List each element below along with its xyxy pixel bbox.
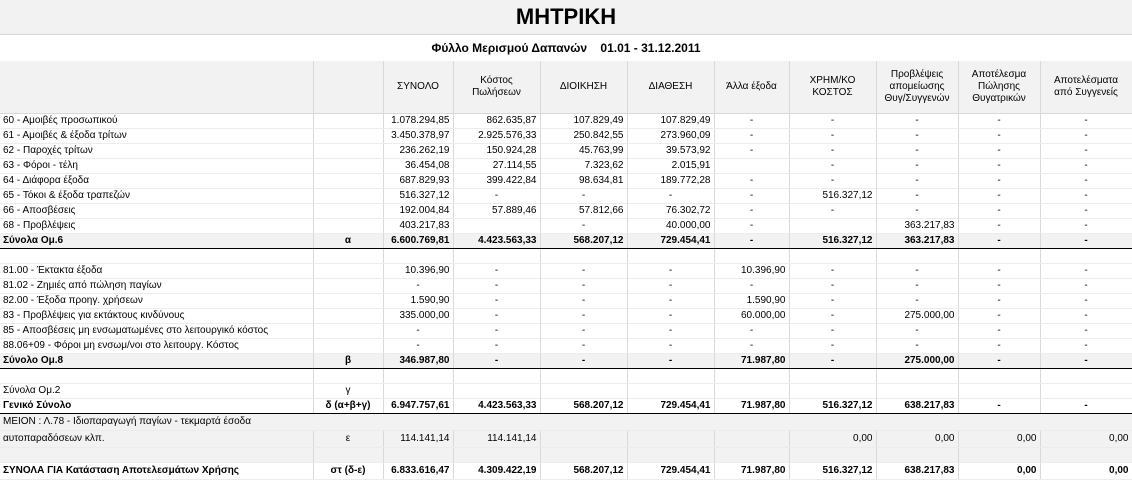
cell-value: 4.423.563,33	[453, 399, 540, 414]
cell-value	[714, 384, 789, 399]
cell-value: 114.141,14	[453, 431, 540, 448]
table-row	[0, 309, 1132, 324]
cell-value: -	[1040, 144, 1132, 159]
cell-value: -	[958, 219, 1040, 234]
cell-value: 98.634,81	[540, 174, 627, 189]
cell-value: 1.078.294,85	[383, 114, 453, 129]
cell-value: 189.772,28	[627, 174, 714, 189]
cell-value: 6.833.616,47	[383, 463, 453, 480]
cell-value: -	[876, 144, 958, 159]
column-header: ΔΙΟΙΚΗΣΗ	[540, 61, 627, 114]
row-label: 82.00 - Έξοδα προηγ. χρήσεων	[0, 294, 313, 309]
row-code	[313, 189, 383, 204]
cell-value: -	[627, 339, 714, 354]
cell-value: 192.004,84	[383, 204, 453, 219]
cell-value: -	[383, 339, 453, 354]
cell-value: -	[789, 264, 876, 279]
row-code	[313, 279, 383, 294]
cell-value: -	[1040, 189, 1132, 204]
column-header: Κόστος Πωλήσεων	[453, 61, 540, 114]
row-code	[313, 129, 383, 144]
cell-value: -	[958, 114, 1040, 129]
cell-value: -	[1040, 114, 1132, 129]
cell-value: -	[789, 309, 876, 324]
cell-value: -	[876, 279, 958, 294]
group6-total-row	[0, 234, 1132, 249]
row-label: Σύνολα Ομ.6	[0, 234, 313, 249]
row-label: 81.00 - Έκτακτα έξοδα	[0, 264, 313, 279]
table-row	[0, 174, 1132, 189]
group8-total-row	[0, 354, 1132, 369]
cell-value: 0,00	[1040, 463, 1132, 480]
cell-value: -	[1040, 279, 1132, 294]
cell-value: -	[540, 279, 627, 294]
cell-value: -	[958, 129, 1040, 144]
cell-value: -	[627, 309, 714, 324]
cell-value	[1040, 384, 1132, 399]
table-row	[0, 219, 1132, 234]
cell-value: 114.141,14	[383, 431, 453, 448]
cell-value: -	[1040, 159, 1132, 174]
row-label: Σύνολα Ομ.2	[0, 384, 313, 399]
cell-value: 71.987,80	[714, 399, 789, 414]
row-code	[313, 159, 383, 174]
spacer-row	[0, 369, 1132, 384]
table-row	[0, 264, 1132, 279]
cell-value: -	[958, 324, 1040, 339]
cell-value: 516.327,12	[789, 234, 876, 249]
row-label: 62 - Παροχές τρίτων	[0, 144, 313, 159]
cell-value: -	[453, 264, 540, 279]
cell-value: 4.309.422,19	[453, 463, 540, 480]
cell-value: 399.422,84	[453, 174, 540, 189]
cell-value: 0,00	[1040, 431, 1132, 448]
table-row	[0, 114, 1132, 129]
cell-value: 729.454,41	[627, 234, 714, 249]
cell-value: -	[958, 294, 1040, 309]
row-code	[313, 114, 383, 129]
cell-value: 57.812,66	[540, 204, 627, 219]
cell-value: 6.600.769,81	[383, 234, 453, 249]
cell-value: -	[453, 354, 540, 369]
cell-value	[383, 384, 453, 399]
cell-value: 568.207,12	[540, 399, 627, 414]
cell-value: 71.987,80	[714, 354, 789, 369]
cell-value: -	[714, 144, 789, 159]
row-code	[313, 144, 383, 159]
cell-value: 516.327,12	[789, 189, 876, 204]
row-code: ε	[313, 431, 383, 448]
row-code: γ	[313, 384, 383, 399]
cell-value	[627, 431, 714, 448]
cell-value: 150.924,28	[453, 144, 540, 159]
cell-value: -	[714, 114, 789, 129]
row-label: ΣΥΝΟΛΑ ΓΙΑ Κατάσταση Αποτελεσμάτων Χρήσης	[0, 463, 313, 480]
cell-value: -	[540, 309, 627, 324]
cell-value: 273.960,09	[627, 129, 714, 144]
cell-value: -	[876, 129, 958, 144]
row-code	[313, 204, 383, 219]
cell-value: -	[958, 264, 1040, 279]
cell-value	[453, 384, 540, 399]
cell-value: -	[540, 354, 627, 369]
cell-value: -	[453, 309, 540, 324]
cell-value: -	[958, 174, 1040, 189]
table-row	[0, 144, 1132, 159]
cell-value	[958, 384, 1040, 399]
row-code: β	[313, 354, 383, 369]
cell-value: 40.000,00	[627, 219, 714, 234]
cell-value: -	[789, 114, 876, 129]
cell-value: -	[540, 189, 627, 204]
cell-value: -	[876, 294, 958, 309]
cell-value: -	[453, 189, 540, 204]
cell-value: 1.590,90	[714, 294, 789, 309]
row-label: 85 - Αποσβέσεις μη ενσωματωμένες στο λειτουργικό κόστος	[0, 324, 313, 339]
table-row	[0, 339, 1132, 354]
cell-value: -	[714, 279, 789, 294]
cell-value: 6.947.757,61	[383, 399, 453, 414]
cell-value: -	[627, 324, 714, 339]
cell-value: 346.987,80	[383, 354, 453, 369]
less-label: ΜΕΙΟΝ : Λ.78 - Ιδιοπαραγωγή παγίων - τεκμαρτά έσοδα	[0, 414, 1132, 431]
row-code	[313, 174, 383, 189]
cell-value: 0,00	[876, 431, 958, 448]
table-row	[0, 129, 1132, 144]
cost-allocation-table	[0, 61, 1132, 480]
cell-value: -	[627, 279, 714, 294]
cell-value: 10.396,90	[714, 264, 789, 279]
cell-value: 403.217,83	[383, 219, 453, 234]
cell-value: 250.842,55	[540, 129, 627, 144]
cell-value: 638.217,83	[876, 463, 958, 480]
cell-value: -	[958, 354, 1040, 369]
cell-value: -	[876, 114, 958, 129]
final-total-row	[0, 463, 1132, 480]
spacer-row	[0, 448, 1132, 463]
cell-value: -	[1040, 294, 1132, 309]
cell-value: -	[876, 174, 958, 189]
cell-value: -	[876, 189, 958, 204]
cell-value: 516.327,12	[383, 189, 453, 204]
cell-value	[627, 384, 714, 399]
cell-value: -	[789, 339, 876, 354]
cell-value: 516.327,12	[789, 463, 876, 480]
cell-value: -	[958, 144, 1040, 159]
cell-value: -	[1040, 264, 1132, 279]
cell-value	[453, 219, 540, 234]
row-label: αυτοπαραδόσεων κλπ.	[0, 431, 313, 448]
spacer-row	[0, 249, 1132, 264]
cell-value: 363.217,83	[876, 219, 958, 234]
group2-total-row	[0, 384, 1132, 399]
row-label: 60 - Αμοιβές προσωπικού	[0, 114, 313, 129]
cell-value: 638.217,83	[876, 399, 958, 414]
cell-value: -	[714, 234, 789, 249]
cell-value: 27.114,55	[453, 159, 540, 174]
cell-value: -	[453, 339, 540, 354]
cell-value: -	[789, 354, 876, 369]
column-header: ΧΡΗΜ/ΚΟ ΚΟΣΤΟΣ	[789, 61, 876, 114]
cell-value: -	[876, 264, 958, 279]
cell-value: 0,00	[789, 431, 876, 448]
cell-value: -	[789, 294, 876, 309]
cell-value: 862.635,87	[453, 114, 540, 129]
row-label: 81.02 - Ζημιές από πώληση παγίων	[0, 279, 313, 294]
row-code	[313, 339, 383, 354]
column-header: Αποτελέσματα από Συγγενείς	[1040, 61, 1132, 114]
cell-value: 7.323,62	[540, 159, 627, 174]
cell-value: 2.925.576,33	[453, 129, 540, 144]
cell-value: -	[789, 174, 876, 189]
cell-value: -	[876, 204, 958, 219]
header-row	[0, 61, 1132, 114]
cell-value: -	[714, 174, 789, 189]
row-label: 64 - Διάφορα έξοδα	[0, 174, 313, 189]
cell-value	[789, 219, 876, 234]
less-row-label	[0, 414, 1132, 431]
cell-value: -	[714, 339, 789, 354]
row-code	[313, 264, 383, 279]
cell-value: -	[453, 324, 540, 339]
cell-value: -	[789, 144, 876, 159]
cell-value: -	[540, 294, 627, 309]
cell-value: 568.207,12	[540, 234, 627, 249]
cell-value: -	[876, 324, 958, 339]
cell-value: -	[1040, 129, 1132, 144]
row-label: 83 - Προβλέψεις για εκτάκτους κινδύνους	[0, 309, 313, 324]
cell-value: -	[1040, 174, 1132, 189]
cell-value: 335.000,00	[383, 309, 453, 324]
row-label: 88.06+09 - Φόροι μη ενσωμ/νοι στο λειτουργ. Κόστος	[0, 339, 313, 354]
cell-value: 107.829,49	[540, 114, 627, 129]
cell-value: -	[383, 324, 453, 339]
column-header: Προβλέψεις απομείωσης Θυγ/Συγγενών	[876, 61, 958, 114]
cell-value	[876, 384, 958, 399]
cell-value: -	[627, 189, 714, 204]
cell-value: -	[958, 399, 1040, 414]
row-label: Σύνολο Ομ.8	[0, 354, 313, 369]
column-header: Αποτέλεσμα Πώλησης Θυγατρικών	[958, 61, 1040, 114]
row-label: 63 - Φόροι - τέλη	[0, 159, 313, 174]
cell-value: 60.000,00	[714, 309, 789, 324]
cell-value: -	[453, 279, 540, 294]
cell-value: -	[958, 339, 1040, 354]
row-code	[313, 219, 383, 234]
cell-value: -	[714, 129, 789, 144]
cell-value: 275.000,00	[876, 354, 958, 369]
row-label: Γενικό Σύνολο	[0, 399, 313, 414]
cell-value: 57.889,46	[453, 204, 540, 219]
cell-value: 10.396,90	[383, 264, 453, 279]
cell-value	[540, 384, 627, 399]
cell-value: -	[789, 324, 876, 339]
cell-value: -	[1040, 234, 1132, 249]
cell-value: 0,00	[958, 463, 1040, 480]
cell-value: -	[627, 354, 714, 369]
cell-value: -	[1040, 309, 1132, 324]
cell-value: -	[1040, 204, 1132, 219]
cell-value: 729.454,41	[627, 399, 714, 414]
row-code	[313, 294, 383, 309]
cell-value: 76.302,72	[627, 204, 714, 219]
table-row	[0, 189, 1132, 204]
row-label: 61 - Αμοιβές & έξοδα τρίτων	[0, 129, 313, 144]
cell-value: -	[627, 264, 714, 279]
cell-value	[714, 431, 789, 448]
cell-value: 729.454,41	[627, 463, 714, 480]
table-row	[0, 294, 1132, 309]
column-header: Άλλα έξοδα	[714, 61, 789, 114]
cell-value: 236.262,19	[383, 144, 453, 159]
row-label: 65 - Τόκοι & έξοδα τραπεζών	[0, 189, 313, 204]
table-row	[0, 159, 1132, 174]
column-header: ΣΥΝΟΛΟ	[383, 61, 453, 114]
cell-value: 1.590,90	[383, 294, 453, 309]
table-row	[0, 279, 1132, 294]
cell-value: 45.763,99	[540, 144, 627, 159]
cell-value	[714, 159, 789, 174]
sheet-subtitle: Φύλλο Μερισμού Δαπανών 01.01 - 31.12.2011	[431, 41, 701, 55]
row-code	[313, 309, 383, 324]
cell-value: 687.829,93	[383, 174, 453, 189]
cell-value: 3.450.378,97	[383, 129, 453, 144]
cell-value	[789, 384, 876, 399]
cell-value: -	[958, 189, 1040, 204]
row-code: α	[313, 234, 383, 249]
grand-total-row	[0, 399, 1132, 414]
row-code: δ (α+β+γ)	[313, 399, 383, 414]
cell-value: 568.207,12	[540, 463, 627, 480]
cell-value: 4.423.563,33	[453, 234, 540, 249]
column-header: ΔΙΑΘΕΣΗ	[627, 61, 714, 114]
cell-value: -	[714, 219, 789, 234]
table-row	[0, 324, 1132, 339]
row-label: 66 - Αποσβέσεις	[0, 204, 313, 219]
cell-value: -	[540, 324, 627, 339]
cell-value: -	[958, 204, 1040, 219]
row-label: 68 - Προβλέψεις	[0, 219, 313, 234]
column-header	[313, 61, 383, 114]
cell-value: 39.573,92	[627, 144, 714, 159]
cell-value: -	[540, 219, 627, 234]
cell-value: -	[1040, 354, 1132, 369]
column-header	[0, 61, 313, 114]
cell-value: -	[1040, 399, 1132, 414]
cell-value: -	[958, 279, 1040, 294]
row-code: στ (δ-ε)	[313, 463, 383, 480]
cell-value: -	[876, 339, 958, 354]
cell-value: -	[714, 204, 789, 219]
sheet-title: ΜΗΤΡΙΚΗ	[0, 0, 1132, 35]
cell-value: 71.987,80	[714, 463, 789, 480]
cell-value: -	[958, 234, 1040, 249]
cell-value: -	[714, 324, 789, 339]
cell-value	[540, 431, 627, 448]
cell-value: -	[540, 339, 627, 354]
cell-value: 36.454,08	[383, 159, 453, 174]
cell-value: -	[789, 159, 876, 174]
less-row	[0, 431, 1132, 448]
cell-value: -	[789, 129, 876, 144]
row-code	[313, 324, 383, 339]
cell-value: 2.015,91	[627, 159, 714, 174]
cell-value: -	[876, 159, 958, 174]
cell-value: -	[714, 189, 789, 204]
cell-value: -	[383, 279, 453, 294]
cell-value: -	[540, 264, 627, 279]
cell-value: -	[1040, 219, 1132, 234]
cell-value: -	[789, 204, 876, 219]
cell-value: -	[627, 294, 714, 309]
cell-value: -	[1040, 324, 1132, 339]
cell-value: 275.000,00	[876, 309, 958, 324]
cell-value: -	[958, 309, 1040, 324]
cell-value: -	[453, 294, 540, 309]
table-row	[0, 204, 1132, 219]
cell-value: 363.217,83	[876, 234, 958, 249]
cell-value: 516.327,12	[789, 399, 876, 414]
cell-value: 107.829,49	[627, 114, 714, 129]
cell-value: 0,00	[958, 431, 1040, 448]
cell-value: -	[789, 279, 876, 294]
cell-value: -	[1040, 339, 1132, 354]
cell-value: -	[958, 159, 1040, 174]
